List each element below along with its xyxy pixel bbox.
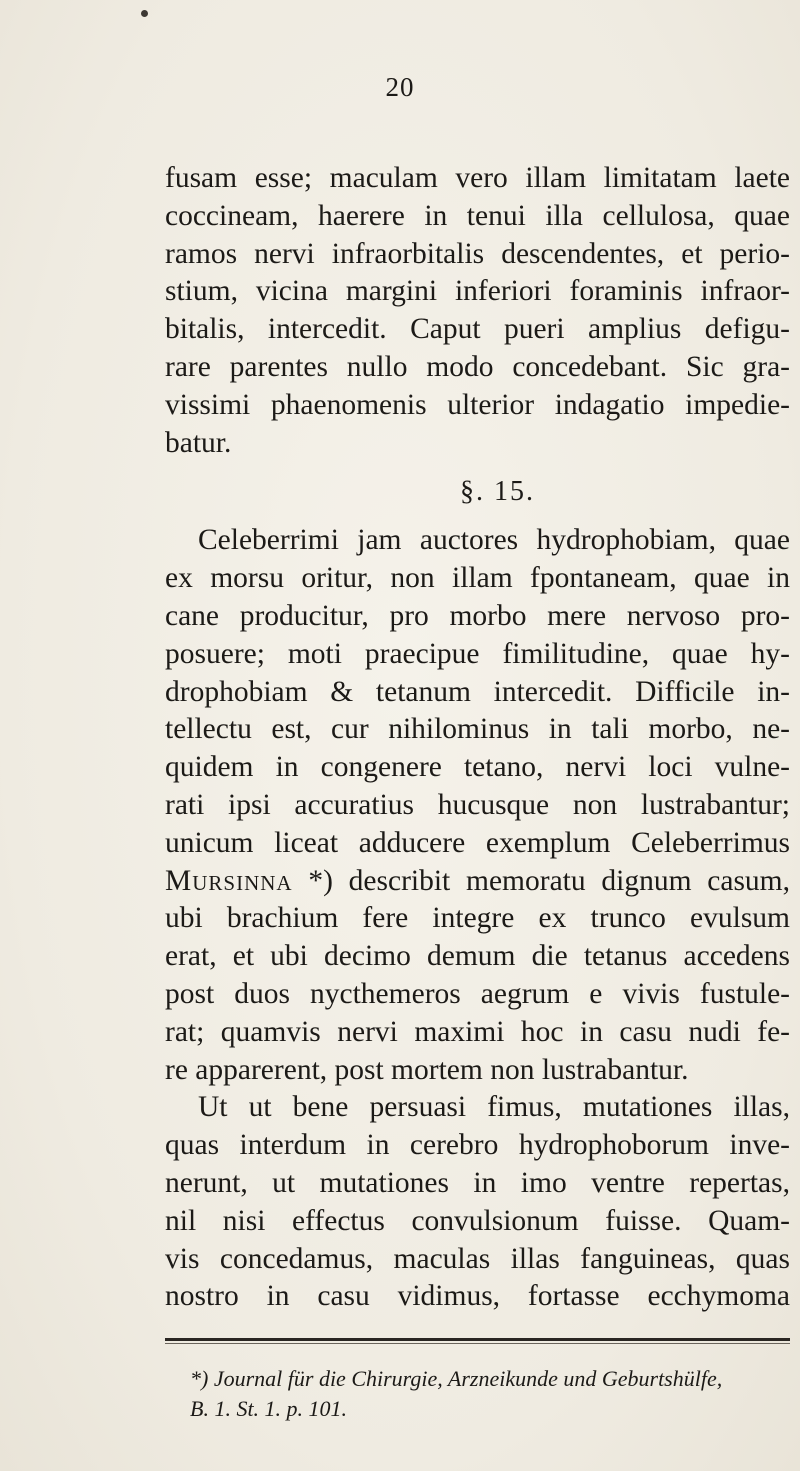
text-line: coccineam, haerere in tenui illa cellulosa, quae xyxy=(165,199,790,232)
text-line: drophobiam & tetanum intercedit. Difficile in- xyxy=(165,675,790,708)
section-heading: §. 15. xyxy=(460,476,535,508)
text-line: nerunt, ut mutationes in imo ventre repertas, xyxy=(165,1166,790,1199)
text-line: quas interdum in cerebro hydrophoborum inve- xyxy=(165,1129,790,1162)
text-line: quidem in congenere tetano, nervi loci vulne- xyxy=(165,751,790,784)
text-line: re apparerent, post mortem non lustrabantur. xyxy=(165,1053,689,1086)
footnote-rule xyxy=(165,1338,790,1341)
text-line: erat, et ubi decimo demum die tetanus accedens xyxy=(165,940,790,973)
ink-speck xyxy=(141,10,148,17)
footnote-line: B. 1. St. 1. p. 101. xyxy=(190,1396,348,1421)
text-line: unicum liceat adducere exemplum Celeberrimus xyxy=(165,826,790,859)
paragraph-2 xyxy=(165,522,790,1089)
text-line: bitalis, intercedit. Caput pueri amplius defigu- xyxy=(165,313,790,346)
text-line: Celeberrimi jam auctores hydrophobiam, quae xyxy=(198,524,790,557)
text-line: ramos nervi infraorbitalis descendentes, et perio- xyxy=(165,237,790,270)
text-line: nil nisi effectus convulsionum fuisse. Quam- xyxy=(165,1204,790,1237)
text-line: posuere; moti praecipue fimilitudine, quae hy- xyxy=(165,637,790,670)
footnote-line: *) Journal für die Chirurgie, Arzneikunde und Geburtshülfe, xyxy=(190,1366,723,1391)
text-line: vis concedamus, maculas illas fanguineas, quas xyxy=(165,1242,790,1275)
text-line: rare parentes nullo modo concedebant. Sic gra- xyxy=(165,350,790,383)
paragraph-1 xyxy=(165,160,790,462)
text-line: stium, vicina margini inferiori foraminis infraor- xyxy=(165,275,790,308)
text-line: batur. xyxy=(165,426,232,459)
paragraph-3 xyxy=(165,1089,790,1316)
text-line: post duos nycthemeros aegrum e vivis fustule- xyxy=(165,977,790,1010)
text-line: rat; quamvis nervi maximi hoc in casu nudi fe- xyxy=(165,1015,790,1048)
text-line: nostro in casu vidimus, fortasse ecchymoma xyxy=(165,1280,790,1313)
footnote xyxy=(190,1364,790,1424)
text-line: vissimi phaenomenis ulterior indagatio impedie- xyxy=(165,388,790,421)
text-fragment: describit memoratu dignum casum, xyxy=(332,864,791,897)
author-name: Mursinna xyxy=(165,864,293,897)
text-line: fusam esse; maculam vero illam limitatam laete xyxy=(165,162,790,194)
text-line: Ut ut bene persuasi fimus, mutationes illas, xyxy=(198,1091,790,1124)
text-line: tellectu est, cur nihilominus in tali morbo, ne- xyxy=(165,713,790,746)
footnote-mark: *) xyxy=(308,864,333,897)
text-line-mursinna xyxy=(165,863,790,901)
text-line: ex morsu oritur, non illam fpontaneam, quae in xyxy=(165,562,790,595)
page-number: 20 xyxy=(385,72,415,102)
body-text xyxy=(165,160,790,1316)
text-line: rati ipsi accuratius hucusque non lustrabantur; xyxy=(165,788,790,821)
text-line: ubi brachium fere integre ex trunco evulsum xyxy=(165,902,790,935)
footnote-rule-thin xyxy=(165,1343,790,1344)
text-line: cane producitur, pro morbo mere nervoso pro- xyxy=(165,599,790,632)
